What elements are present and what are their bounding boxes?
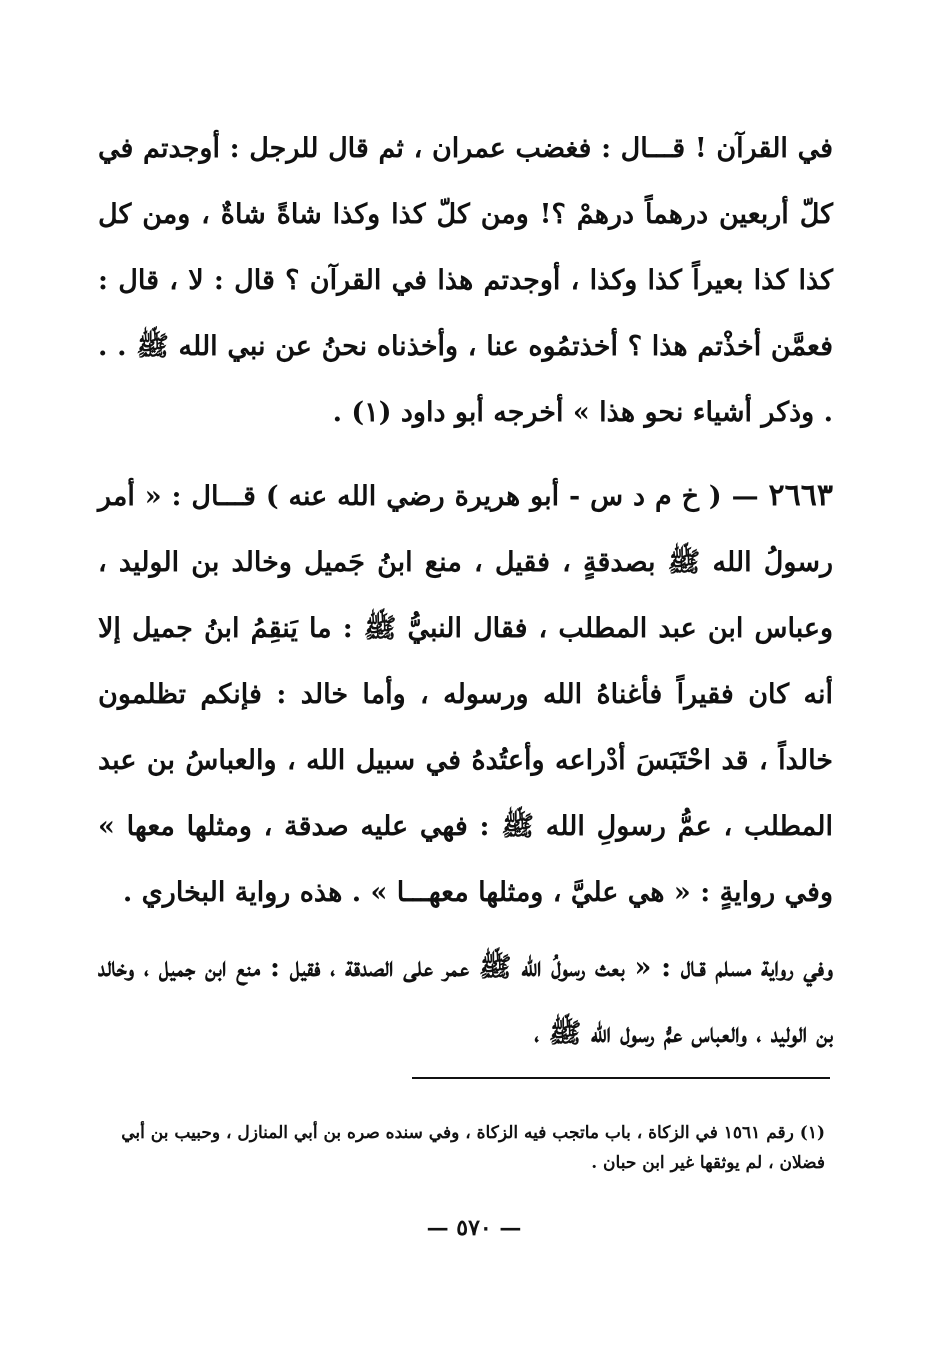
page-number: — ٥٧٠ — [426,1215,522,1241]
paragraph-muslim-narration [98,935,833,1067]
paragraph-text: في القرآن ! قـــال : فغضب عمران ، ثم قال للرجل : أوجدتم في كلّ أربعين درهماً درهمْ ؟! ومن كلّ كذا وكذا شاةً شاةٌ ، ومن كل كذا كذا بعيراً كذا وكذا ، أوجدتم هذا في القرآن ؟ قال : لا ، قال : فعمَّن أخذْتم هذا ؟ أخذتمُوه عنا ، وأخذناه نحنُ عن نبي الله ﷺ . . . وذكر أشياء نحو هذا » أخرجه أبو داود (١) . [98,133,833,428]
hadith-number: ٢٦٦٣ [768,478,833,513]
footnote-divider [412,1077,830,1079]
paragraph-text: وفي رواية مسلم قـال : « بعث رسولُ الله ﷺ عمر على الصدقة ، فقيل : منع ابن جميل ، وخالد بن الوليد ، والعباس عمُّ رسول الله ﷺ ، [98,952,833,1049]
hadith-entry [98,463,833,926]
hadith-text: — ( خ م د س - أبو هريرة رضي الله عنه ) قـــال : « أمر رسولُ الله ﷺ بصدقةٍ ، فقيل ، منع ابنُ جَميل وخالد بن الوليد ، وعباس ابن عبد المطلب ، فقال النبيُّ ﷺ : ما يَنقِمُ ابنُ جميل إلا أنه كان فقيراً فأغناهُ الله ورسوله ، وأما خالد : فإنكم تظلمون خالداً ، قد احْتَبَسَ أدْراعه وأعتُدهُ في سبيل الله ، والعباسُ بن عبد المطلب ، عمُّ رسولِ الله ﷺ : فهي عليه صدقة ، ومثلها معها » وفي روايةٍ : « هي عليَّ ، ومثلها معهـــا » . هذه رواية البخاري . [98,481,833,908]
footnote: (١) رقم ١٥٦١ في الزكاة ، باب ماتجب فيه الزكاة ، وفي سنده صره بن أبي المنازل ، وحبيب بن أبي فضلان ، لم يوثقها غير ابن حبان . [121,1123,825,1173]
paragraph-continuation [98,116,833,446]
